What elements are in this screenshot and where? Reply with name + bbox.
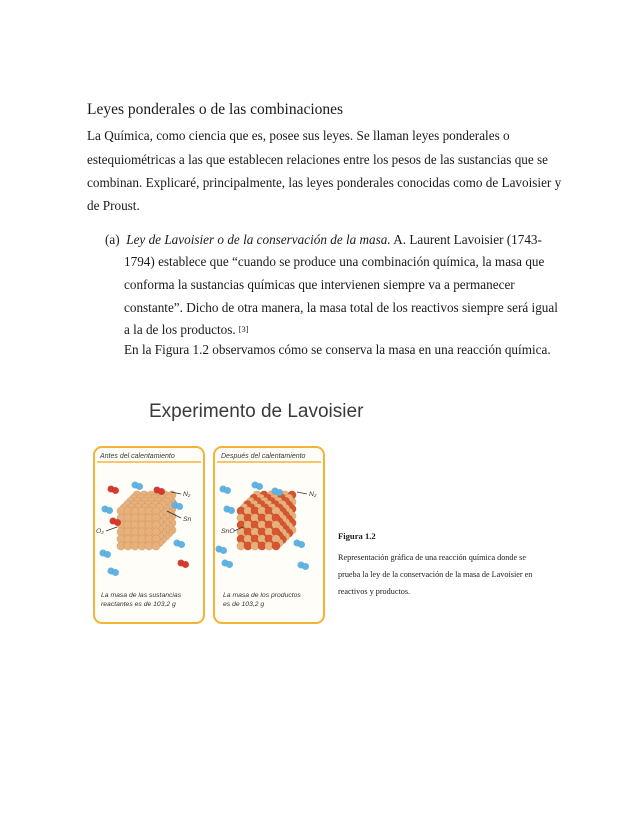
molecule-atom [256, 483, 263, 490]
after-mass-line: es de 103,2 g [223, 601, 265, 608]
molecule-atom [302, 563, 309, 570]
n2-label: N₂ [309, 491, 317, 498]
molecule-atom [176, 503, 183, 510]
before-mass-line: reactantes es de 103,2 g [101, 601, 176, 608]
molecule-atom [220, 547, 227, 554]
figure-caption-line: reactivos y productos. [338, 587, 411, 596]
molecule-atom [106, 507, 113, 514]
molecule-atom [276, 489, 283, 496]
atom [152, 542, 160, 550]
intro-line: estequiométricas a las que establecen relaciones entre los pesos de las sustancias que se [87, 152, 549, 167]
after-label: Después del calentamiento [221, 453, 306, 460]
n2-label: N₂ [183, 491, 191, 498]
figure-caption-line: prueba la ley de la conservación de la masa de Lavoisier en [338, 570, 533, 579]
law-text: a la de los productos. [124, 322, 236, 337]
before-mass-line: La masa de las sustancias [101, 592, 182, 599]
molecule-atom [114, 519, 121, 526]
molecule-atom [112, 569, 119, 576]
law-text: A. Laurent Lavoisier (1743- [390, 232, 542, 247]
molecule-atom [178, 541, 185, 548]
law-title: Ley de Lavoisier o de la conservación de la masa. [126, 232, 391, 247]
figure-title: Experimento de Lavoisier [149, 401, 364, 422]
figure-caption-line: Representación gráfica de una reacción química donde se [338, 553, 526, 562]
intro-line: de Proust. [87, 198, 140, 213]
list-item-a-line [124, 323, 249, 336]
molecule-atom [224, 487, 231, 494]
before-label: Antes del calentamiento [100, 453, 175, 460]
molecule-atom [182, 561, 189, 568]
list-marker: (a) [105, 232, 120, 247]
section-heading: Leyes ponderales o de las combinaciones [87, 101, 344, 118]
list-item-a-line: conforma la sustancias químicas que intervienen siempre va a permanecer [124, 277, 515, 292]
molecule-atom [228, 507, 235, 514]
molecule-atom [298, 541, 305, 548]
molecule-atom [136, 483, 143, 490]
sno-label: SnO [221, 528, 235, 535]
list-item-a-line: En la Figura 1.2 observamos cómo se conserva la masa en una reacción química. [124, 342, 551, 357]
list-item-a-line: constante”. Dicho de otra manera, la masa total de los reactivos siempre será igual [124, 300, 558, 315]
after-mass-line: La masa de los productos [223, 592, 301, 599]
o2-label: O₂ [96, 528, 104, 535]
list-item-a-line: 1794) establece que “cuando se produce una combinación química, la masa que [124, 254, 545, 269]
list-item-a-line [105, 233, 542, 246]
atom [272, 542, 280, 550]
molecule-atom [104, 551, 111, 558]
sn-label: Sn [183, 516, 192, 523]
intro-line: La Química, como ciencia que es, posee sus leyes. Se llaman leyes ponderales o [87, 128, 510, 143]
molecule-atom [158, 488, 165, 495]
reference-marker: [3] [238, 324, 249, 334]
intro-line: combinan. Explicaré, principalmente, las leyes ponderales conocidas como de Lavoisier y [87, 175, 562, 190]
molecule-atom [112, 487, 119, 494]
figure-caption-title: Figura 1.2 [338, 531, 376, 541]
molecule-atom [226, 561, 233, 568]
